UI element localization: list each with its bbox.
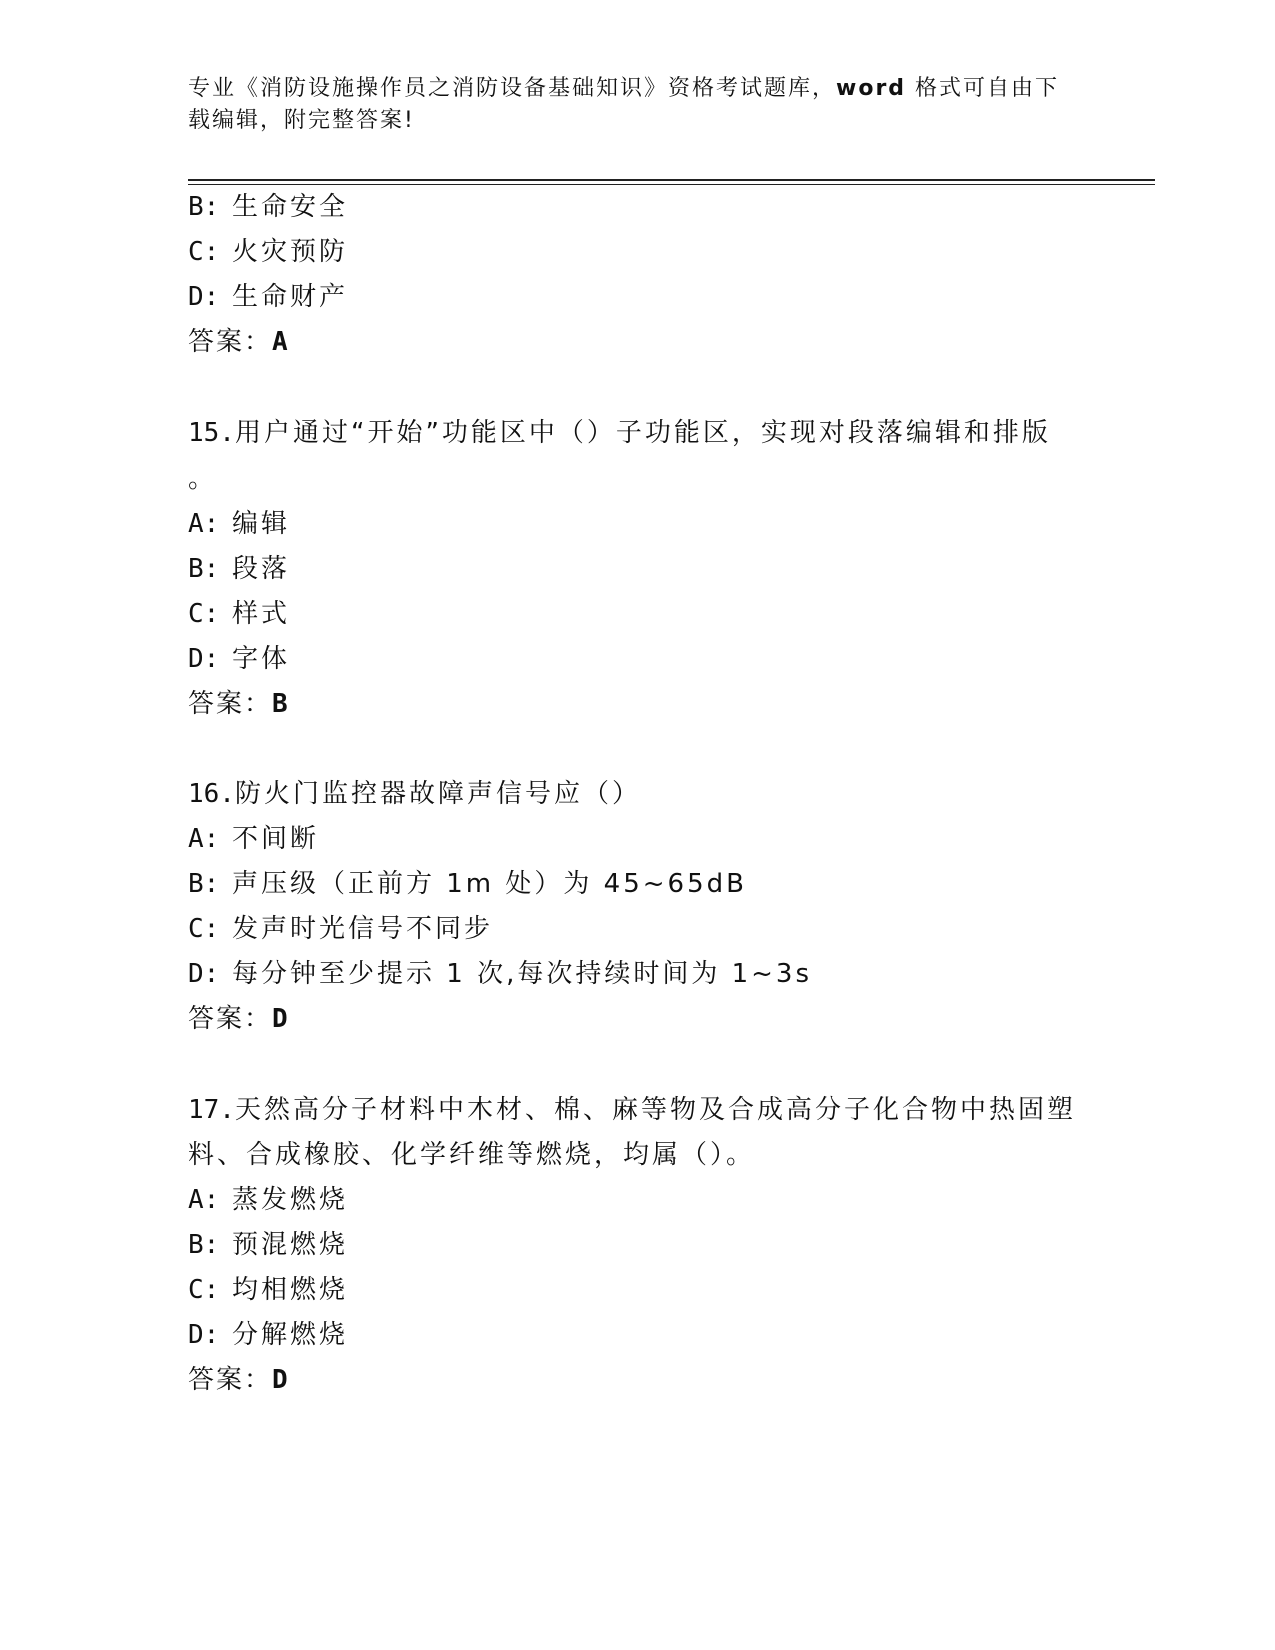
q17-option-a <box>188 1183 348 1217</box>
header-divider-thin <box>188 184 1155 185</box>
header-divider-thick <box>188 179 1155 181</box>
header-title-suffix: 格式可自由下 <box>906 76 1060 101</box>
option-label: A: <box>188 1185 220 1215</box>
option-text: 编辑 <box>232 509 291 539</box>
option-text: 火灾预防 <box>232 237 349 267</box>
option-label: D: <box>188 959 220 989</box>
document-header <box>188 73 1068 137</box>
answer-label: 答案： <box>188 327 273 357</box>
q15-option-a <box>188 507 290 541</box>
option-text: 每分钟至少提示 1 次,每次持续时间为 1~3s <box>232 959 813 989</box>
answer-key: D <box>272 1365 290 1395</box>
answer-key: B <box>272 689 290 719</box>
option-label: D: <box>188 282 220 312</box>
q14-answer <box>188 325 290 359</box>
q17-option-b <box>188 1228 348 1262</box>
option-label: B: <box>188 869 220 899</box>
header-word-format: word <box>836 76 907 101</box>
option-text: 分解燃烧 <box>232 1320 349 1350</box>
q14-option-d <box>188 280 348 314</box>
q16-option-b <box>188 867 747 901</box>
option-label: D: <box>188 1320 220 1350</box>
option-label: C: <box>188 599 220 629</box>
q17-stem-line-1 <box>188 1093 1076 1127</box>
q15-option-b <box>188 552 290 586</box>
option-label: C: <box>188 1275 220 1305</box>
header-line-2: 载编辑，附完整答案! <box>188 108 415 133</box>
q16-option-d <box>188 957 812 991</box>
option-label: B: <box>188 192 220 222</box>
q16-answer <box>188 1002 290 1036</box>
option-label: C: <box>188 237 220 267</box>
option-text: 生命安全 <box>232 192 349 222</box>
option-label: D: <box>188 644 220 674</box>
question-number: 16. <box>188 779 235 809</box>
q14-option-b <box>188 190 348 224</box>
option-text: 预混燃烧 <box>232 1230 349 1260</box>
question-stem: 天然高分子材料中木材、棉、麻等物及合成高分子化合物中热固塑 <box>234 1095 1076 1125</box>
question-number: 17. <box>188 1095 235 1125</box>
q17-option-d <box>188 1318 348 1352</box>
option-label: B: <box>188 554 220 584</box>
option-text: 生命财产 <box>232 282 349 312</box>
q17-option-c <box>188 1273 348 1307</box>
option-label: B: <box>188 1230 220 1260</box>
q15-option-d <box>188 642 290 676</box>
q16-option-c <box>188 912 493 946</box>
option-text: 字体 <box>232 644 291 674</box>
option-label: A: <box>188 509 220 539</box>
answer-key: D <box>272 1004 290 1034</box>
question-stem: 用户通过“开始”功能区中（）子功能区，实现对段落编辑和排版 <box>234 418 1051 448</box>
option-text: 不间断 <box>232 824 320 854</box>
question-number: 15. <box>188 418 235 448</box>
option-text: 发声时光信号不同步 <box>232 914 494 944</box>
q17-stem-line-2: 料、合成橡胶、化学纤维等燃烧，均属（）。 <box>188 1140 756 1170</box>
option-text: 样式 <box>232 599 291 629</box>
q15-stem-line-1 <box>188 416 1051 450</box>
option-text: 段落 <box>232 554 291 584</box>
answer-label: 答案： <box>188 1365 273 1395</box>
q15-option-c <box>188 597 290 631</box>
option-label: C: <box>188 914 220 944</box>
answer-key: A <box>272 327 290 357</box>
header-title-prefix: 专业《消防设施操作员之消防设备基础知识》资格考试题库， <box>188 76 837 101</box>
q16-stem-line-1 <box>188 777 641 811</box>
question-stem: 防火门监控器故障声信号应（） <box>234 779 641 809</box>
option-text: 均相燃烧 <box>232 1275 349 1305</box>
option-text: 声压级（正前方 1m 处）为 45~65dB <box>232 869 747 899</box>
q17-answer <box>188 1363 290 1397</box>
header-line-1 <box>188 73 1068 105</box>
q16-option-a <box>188 822 319 856</box>
answer-label: 答案： <box>188 1004 273 1034</box>
q14-option-c <box>188 235 348 269</box>
q15-stem-line-2: 。 <box>188 464 218 494</box>
option-text: 蒸发燃烧 <box>232 1185 349 1215</box>
option-label: A: <box>188 824 220 854</box>
q15-answer <box>188 687 290 721</box>
answer-label: 答案： <box>188 689 273 719</box>
